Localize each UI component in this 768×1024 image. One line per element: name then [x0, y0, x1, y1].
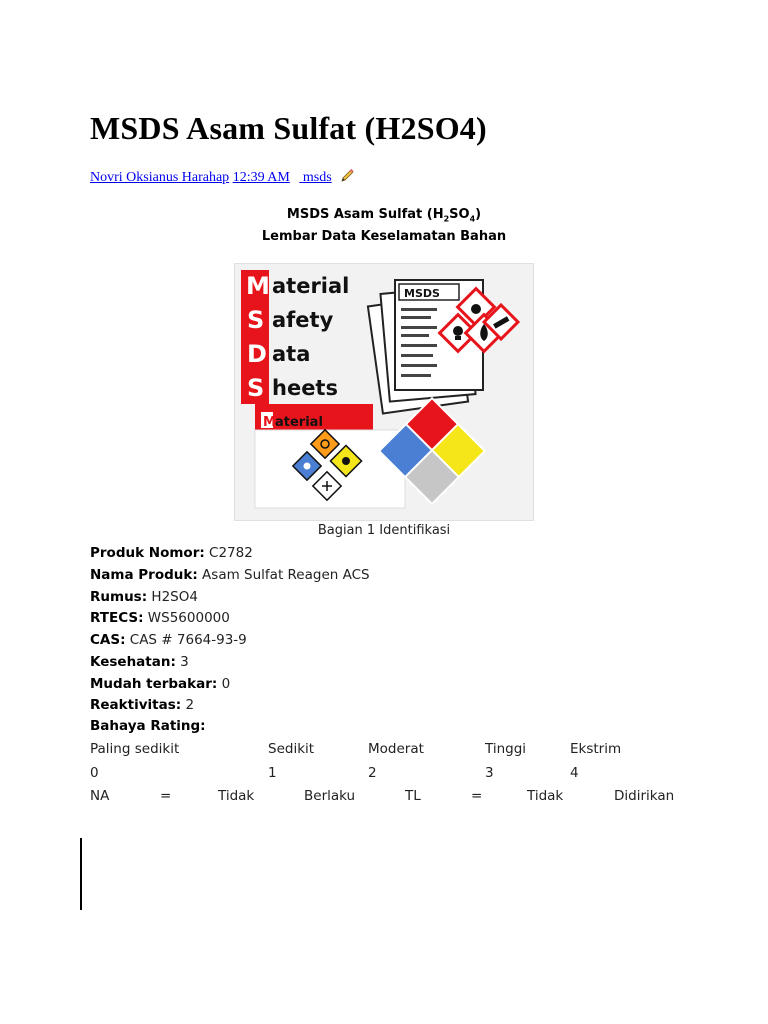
legend-word: Berlaku: [304, 788, 356, 804]
poster-letter-m: M: [246, 272, 270, 300]
rating-level: Tinggi: [485, 741, 527, 757]
doc-heading-line1: MSDS Asam Sulfat $(H_2SO_4)$: [286, 207, 482, 224]
rating-number: 4: [570, 765, 579, 781]
poster-word-sheets: heets: [272, 376, 338, 400]
legend-word: =: [471, 788, 483, 804]
field-produk-nomor: Produk Nomor: C2782: [90, 545, 253, 561]
rating-number: 3: [485, 765, 494, 781]
legend-word: TL: [405, 788, 421, 804]
box-label-m: M: [263, 415, 276, 430]
label-link[interactable]: msds: [302, 170, 332, 185]
rating-level: Ekstrim: [570, 741, 622, 757]
poster-word-material: aterial: [272, 274, 350, 298]
legend-word: NA: [90, 788, 110, 804]
text-cursor-line: [80, 838, 82, 910]
legend-word: Didirikan: [614, 788, 675, 804]
pencil-icon[interactable]: [339, 168, 355, 189]
post-meta: [90, 168, 355, 189]
author-link[interactable]: Novri Oksianus Harahap: [90, 170, 230, 185]
msds-poster-image: [234, 263, 534, 521]
rating-level: Paling sedikit: [90, 741, 180, 757]
section-caption: Bagian 1 Identifikasi: [317, 523, 451, 538]
legend-word: =: [160, 788, 172, 804]
rating-number: 1: [268, 765, 277, 781]
rating-level: Moderat: [368, 741, 424, 757]
poster-letter-d: D: [247, 340, 267, 368]
field-nama-produk: Nama Produk: Asam Sulfat Reagen ACS: [90, 567, 370, 583]
field-bahaya-rating: Bahaya Rating:: [90, 718, 206, 734]
legend-word: Tidak: [527, 788, 564, 804]
field-kesehatan: Kesehatan: 3: [90, 654, 189, 670]
field-reaktivitas: Reaktivitas: 2: [90, 697, 195, 713]
page-title: MSDS Asam Sulfat (H2SO4): [90, 110, 487, 146]
poster-word-data: ata: [272, 342, 311, 366]
field-rumus: Rumus: H2SO4: [90, 589, 198, 605]
doc-heading-line2: Lembar Data Keselamatan Bahan: [261, 229, 507, 244]
msds-doc-label: MSDS: [404, 287, 440, 300]
legend-word: Tidak: [218, 788, 255, 804]
rating-level: Sedikit: [268, 741, 315, 757]
poster-letter-s2: S: [247, 374, 265, 402]
time-link[interactable]: 12:39 AM: [232, 170, 290, 185]
poster-letter-s1: S: [247, 306, 265, 334]
msds-document-stack: [368, 280, 518, 413]
rating-number: 2: [368, 765, 377, 781]
field-cas: CAS: CAS # 7664-93-9: [90, 632, 247, 648]
field-rtecs: RTECS: WS5600000: [90, 610, 230, 626]
poster-word-safety: afety: [272, 308, 334, 332]
field-mudah-terbakar: Mudah terbakar: 0: [90, 676, 231, 692]
box-label-rest: aterial: [275, 415, 323, 430]
rating-number: 0: [90, 765, 99, 781]
